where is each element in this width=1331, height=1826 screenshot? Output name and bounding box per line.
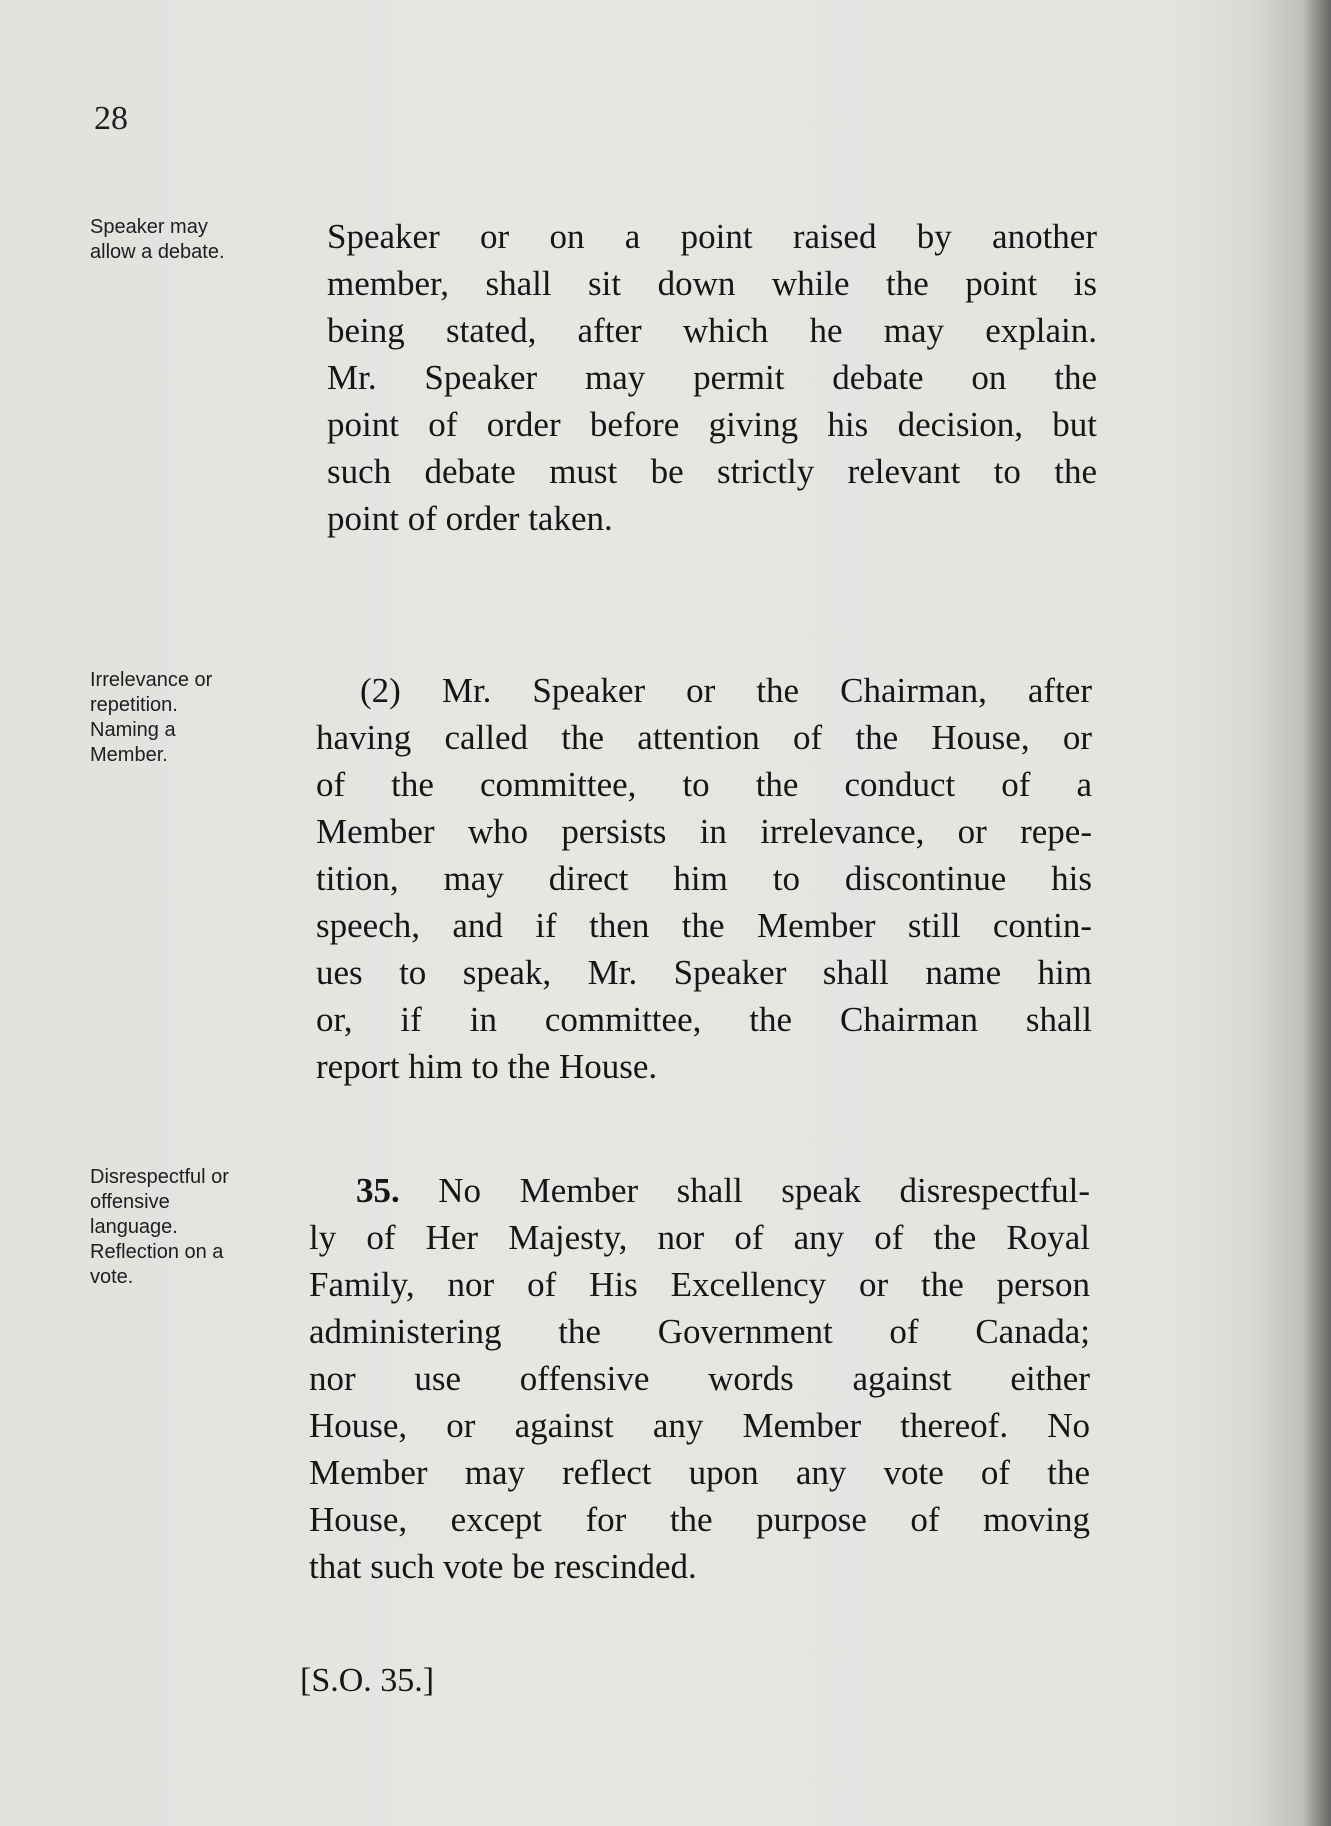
text-line: ly of Her Majesty, nor of any of the Royal: [309, 1218, 1090, 1257]
margin-note-line: repetition.: [90, 694, 178, 716]
text-line: tition, may direct him to discontinue his: [316, 859, 1092, 898]
book-spine-shadow: [1303, 0, 1331, 1826]
text-line: Member may reflect upon any vote of the: [309, 1453, 1090, 1492]
margin-note-disrespectful-language: [90, 1165, 280, 1290]
margin-note-line: allow a debate.: [90, 241, 225, 263]
margin-note-line: language.: [90, 1216, 178, 1238]
text-line: House, except for the purpose of moving: [309, 1500, 1090, 1539]
margin-note-line: vote.: [90, 1266, 134, 1288]
text-line: or, if in committee, the Chairman shall: [316, 1000, 1092, 1039]
margin-note-speaker-may-allow-debate: [90, 215, 280, 265]
margin-note-line: Member.: [90, 744, 168, 766]
margin-note-line: offensive: [90, 1191, 170, 1213]
paragraph-naming-member: [316, 667, 1092, 1090]
text-line: speech, and if then the Member still contin-: [316, 906, 1092, 945]
text-line: report him to the House.: [316, 1047, 658, 1086]
text-line: Family, nor of His Excellency or the person: [309, 1265, 1090, 1304]
text-line: Mr. Speaker may permit debate on the: [327, 358, 1097, 397]
margin-note-line: Reflection on a: [90, 1241, 224, 1263]
margin-note-line: Naming a: [90, 719, 176, 741]
text-line: (2) Mr. Speaker or the Chairman, after: [360, 671, 1092, 710]
text-line: that such vote be rescinded.: [309, 1547, 697, 1586]
text-line: having called the attention of the House, or: [316, 718, 1092, 757]
text-line-first: [309, 1167, 1090, 1214]
paragraph-point-of-order: [327, 213, 1097, 542]
paragraph-section-35: [309, 1167, 1090, 1590]
text-line: Speaker or on a point raised by another: [327, 217, 1097, 256]
text-line: being stated, after which he may explain.: [327, 311, 1097, 350]
text-line: administering the Government of Canada;: [309, 1312, 1090, 1351]
text-line: such debate must be strictly relevant to the: [327, 452, 1097, 491]
text-line: Member who persists in irrelevance, or repe-: [316, 812, 1092, 851]
text-line: nor use offensive words against either: [309, 1359, 1090, 1398]
text-line: member, shall sit down while the point is: [327, 264, 1097, 303]
text-line: of the committee, to the conduct of a: [316, 765, 1092, 804]
standing-order-reference: [S.O. 35.]: [300, 1662, 435, 1699]
text-line: point of order taken.: [327, 499, 613, 538]
text-line: House, or against any Member thereof. No: [309, 1406, 1090, 1445]
margin-note-line: Disrespectful or: [90, 1166, 229, 1188]
page-number: 28: [94, 100, 128, 137]
section-number: 35.: [356, 1171, 400, 1210]
margin-note-irrelevance-repetition: [90, 668, 280, 768]
text-line: ues to speak, Mr. Speaker shall name him: [316, 953, 1092, 992]
margin-note-line: Speaker may: [90, 216, 208, 238]
section-first-line-text: No Member shall speak disrespectful-: [399, 1171, 1090, 1210]
margin-note-line: Irrelevance or: [90, 669, 213, 691]
text-line: point of order before giving his decision, but: [327, 405, 1097, 444]
